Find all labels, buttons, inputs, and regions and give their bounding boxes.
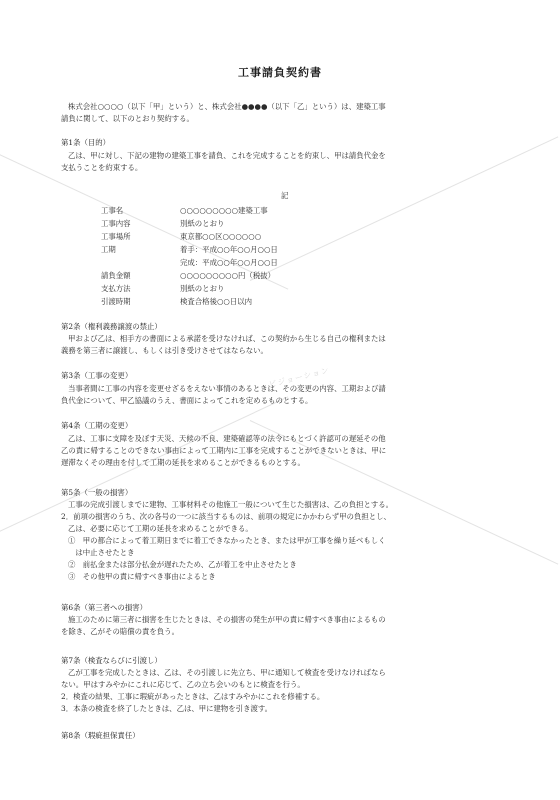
detail-label: 工事名 [101, 206, 124, 215]
article-line: 2．検査の結果、工事に瑕疵があったときは、乙はすみやかにこれを修補する。 [61, 692, 325, 701]
article-line: 2．前項の損害のうち、次の各号の一つに該当するものは、前項の規定にかかわらず甲の負担とし、 [61, 512, 391, 521]
detail-value: 東京都○○区○○○○○○ [180, 232, 262, 241]
preamble-line: 株式会社○○○○（以下「甲」という）と、株式会社●●●●（以下「乙」という）は、建築工事 [68, 102, 386, 111]
article-line: 施工のために第三者に損害を生じたときは、その損害の発生が甲の責に帰すべき事由によるもの [68, 615, 386, 624]
article-line: 当事者間に工事の内容を変更せざるをえない事情のあるときは、その変更の内容、工期および請 [68, 384, 386, 393]
article-heading: 第6条（第三者への損害） [61, 603, 148, 612]
detail-label: 工期 [101, 245, 116, 254]
detail-value: 完成：平成○○年○○月○○日 [180, 258, 278, 267]
article-line: 乙の責に帰することのできない事由によって工期内に工事を完成することができないときは、甲に [61, 446, 387, 455]
article-line: は中止させたとき [68, 548, 135, 557]
article-line: 甲および乙は、相手方の書面による承諾を受けなければ、この契約から生じる自己の権利または [68, 334, 386, 343]
article-heading: 第4条（工期の変更） [61, 421, 133, 430]
article-line: ない。甲はすみやかにこれに応じて、乙の立ち会いのもとに検査を行う。 [61, 680, 305, 689]
article-line: 工事の完成引渡しまでに建物、工事材料その他施工一般について生じた損害は、乙の負担とする。 [68, 500, 394, 509]
detail-value: ○○○○○○○○○円（税抜） [180, 271, 275, 280]
article-line: 負代金について、甲乙協議のうえ、書面によってこれを定めるものとする。 [61, 396, 313, 405]
detail-value: 別紙のとおり [180, 219, 225, 228]
article-line: ③ その他甲の責に帰すべき事由によるとき [68, 572, 216, 581]
article-line: 乙が工事を完成したときは、乙は、その引渡しに先立ち、甲に通知して検査を受けなければなら [68, 668, 386, 677]
article-heading: 第1条（目的） [61, 138, 111, 147]
article-heading: 第2条（権利義務譲渡の禁止） [61, 322, 162, 331]
ki-heading: 記 [281, 191, 289, 200]
article-line: ② 前払金または部分払金が遅れたため、乙が着工を中止させたとき [68, 560, 297, 569]
detail-label: 支払方法 [101, 284, 131, 293]
detail-label: 工事内容 [101, 219, 131, 228]
article-line: 乙は、甲に対し、下記の建物の建築工事を請負、これを完成することを約束し、甲は請負代金を [68, 151, 386, 160]
detail-value: 検査合格後○○日以内 [180, 297, 253, 306]
detail-value: 別紙のとおり [180, 284, 225, 293]
article-heading: 第3条（工事の変更） [61, 371, 133, 380]
article-heading: 第7条（検査ならびに引渡し） [61, 656, 162, 665]
document-title: 工事請負契約書 [238, 66, 322, 79]
detail-label: 引渡時期 [101, 297, 131, 306]
detail-value: 着手：平成○○年○○月○○日 [180, 245, 278, 254]
article-line: 支払うことを約束する。 [61, 163, 143, 172]
article-line: 3．本条の検査を終了したときは、乙は、甲に建物を引き渡す。 [61, 704, 273, 713]
detail-label: 請負金額 [101, 271, 131, 280]
article-line: を除き、乙がその賠償の責を負う。 [61, 627, 179, 636]
article-line: 義務を第三者に譲渡し、もしくは引き受けさせてはならない。 [61, 346, 268, 355]
detail-label: 工事場所 [101, 232, 131, 241]
article-line: ① 甲の都合によって着工期日までに着工できなかったとき、または甲が工事を繰り延べもしく [68, 536, 386, 545]
article-heading: 第5条（一般の損害） [61, 488, 133, 497]
preamble-line: 請負に関して、以下のとおり契約する。 [61, 114, 194, 123]
article-line: 遅滞なくその理由を付して工期の延長を求めることができるものとする。 [61, 458, 305, 467]
detail-value: ○○○○○○○○○建築工事 [180, 206, 268, 215]
article-heading: 第8条（瑕疵担保責任） [61, 731, 140, 740]
article-line: 乙は、工事に支障を及ぼす天災、天候の不良、建築確認等の法令にもとづく許認可の遅延その他 [68, 434, 386, 443]
watermark-text: ビジョーション [267, 365, 331, 390]
article-line: 乙は、必要に応じて工期の延長を求めることができる。 [68, 524, 253, 533]
